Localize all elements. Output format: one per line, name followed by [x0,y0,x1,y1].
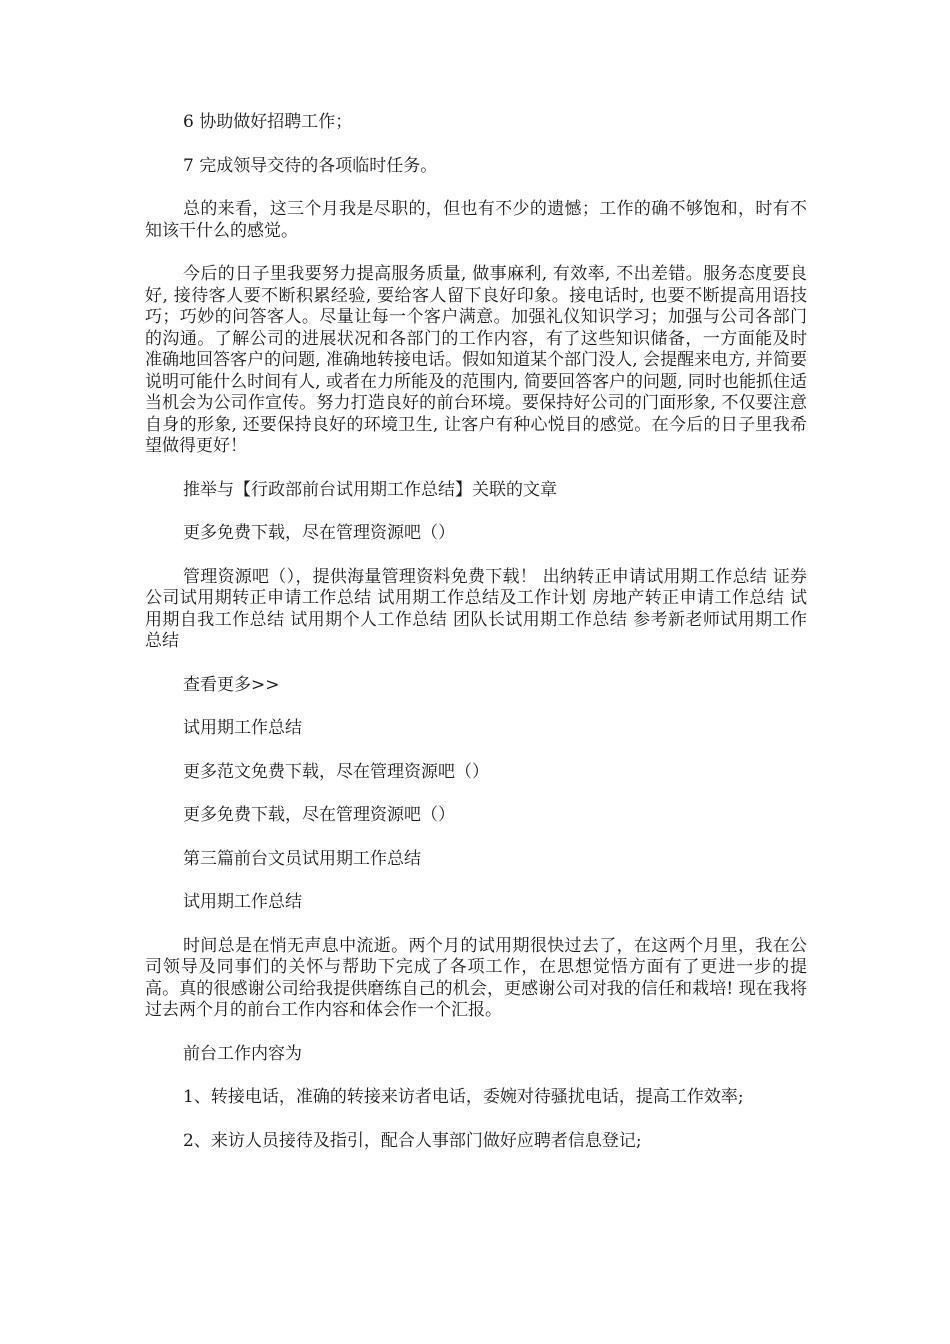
free-download-note-2: 更多免费下载，尽在管理资源吧（） [183,805,455,825]
intro-paragraph: 时间总是在悄无声息中流逝。两个月的试用期很快过去了，在这两个月里，我在公司领导及同事们的关怀与帮助下完成了各项工作，在思想觉悟方面有了更进一步的提高。真的很感谢公司给我提供磨练自己的机会，更感谢公司对我的信任和栽培! 现在我将过去两个月的前台工作内容和体会作一个汇报。 [145,935,807,1020]
document-body [145,112,807,1174]
article-subtitle: 试用期工作总结 [183,892,302,912]
free-template-note: 更多范文免费下载，尽在管理资源吧（） [183,761,489,782]
section-title: 试用期工作总结 [183,718,302,738]
related-articles-heading: 推举与【行政部前台试用期工作总结】关联的文章 [183,479,557,500]
third-article-title: 第三篇前台文员试用期工作总结 [183,848,421,869]
task-item-6: 6 协助做好招聘工作； [183,112,353,132]
free-download-note: 更多免费下载，尽在管理资源吧（） [183,523,455,543]
summary-paragraph: 总的来看，这三个月我是尽职的，但也有不少的遗憾；工作的确不够饱和，时有不知该干什么的感觉。 [145,199,807,241]
task-item-7: 7 完成领导交待的各项临时任务。 [183,155,438,176]
duty-item-1: 1、转接电话，准确的转接来访者电话，委婉对待骚扰电话，提高工作效率; [183,1087,744,1107]
duties-heading: 前台工作内容为 [183,1043,302,1064]
duty-item-2: 2、来访人员接待及指引，配合人事部门做好应聘者信息登记; [183,1130,642,1151]
view-more-link[interactable]: 查看更多>> [183,674,280,695]
resource-links-paragraph: 管理资源吧（），提供海量管理资料免费下载！ 出纳转正申请试用期工作总结 证券公司试用期转正申请工作总结 试用期工作总结及工作计划 房地产转正申请工作总结 试用期自我工作总结 试用期个人工作总结 团队长试用期工作总结 参考新老师试用期工作总结 [145,566,807,651]
future-plan-paragraph: 今后的日子里我要努力提高服务质量, 做事麻利, 有效率, 不出差错。服务态度要良好, 接待客人要不断积累经验, 要给客人留下良好印象。接电话时, 也要不断提高用语技巧；巧妙的问答客人。尽量让每一个客户满意。加强礼仪知识学习；加强与公司各部门的沟通。了解公司的进展状况和各部门的工作内容，有了这些知识储备，一方面能及时准确地回答客户的问题, 准确地转接电话。假如知道某个部门没人, 会提醒来电方, 并简要说明可能什么时间有人, 或者在力所能及的范围内, 简要回答客户的问题, 同时也能抓住适当机会为公司作宣传。努力打造良好的前台环境。要保持好公司的门面形象, 不仅要注意自身的形象, 还要保持良好的环境卫生, 让客户有种心悦目的感觉。在今后的日子里我希望做得更好！ [145,264,807,456]
